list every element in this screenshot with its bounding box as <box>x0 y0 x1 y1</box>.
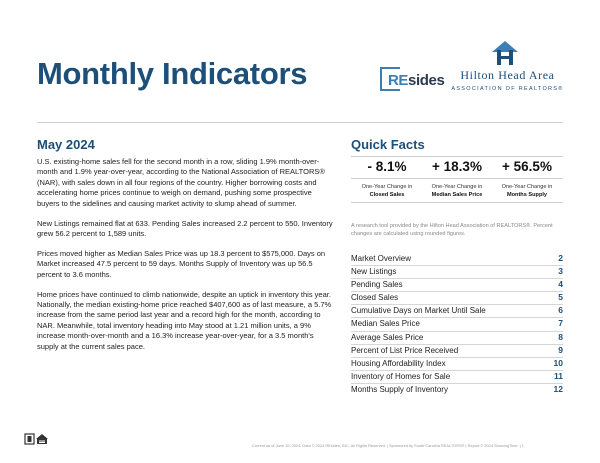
association-name: Hilton Head Area <box>460 68 555 82</box>
title-divider <box>37 122 563 123</box>
resides-wordmark: REsides <box>388 72 445 89</box>
realtor-equal-housing-icon <box>24 433 50 445</box>
toc-label: Closed Sales <box>351 293 399 303</box>
quick-facts-heading: Quick Facts <box>351 137 425 152</box>
toc-label: Median Sales Price <box>351 319 420 329</box>
stat-caption: One-Year Change in <box>361 184 413 190</box>
footer-logos <box>24 432 50 450</box>
toc-label: New Listings <box>351 267 397 277</box>
toc-label: Percent of List Price Received <box>351 345 459 355</box>
stat-value: - 8.1% <box>367 159 407 174</box>
toc-item-median-sales-price[interactable] <box>351 317 563 330</box>
house-h-icon <box>491 40 519 66</box>
toc-page-number: 6 <box>558 305 563 316</box>
stat-closed-sales <box>351 157 423 198</box>
toc-label: Market Overview <box>351 254 412 263</box>
toc-page-number: 10 <box>553 357 563 368</box>
toc-label: Housing Affordability Index <box>351 358 446 368</box>
toc-item-closed-sales[interactable] <box>351 291 563 304</box>
stat-metric: Closed Sales <box>369 192 405 198</box>
quick-facts-stats <box>351 157 563 204</box>
summary-paragraph: Home prices have continued to climb nationwide, despite an uptick in inventory this year. Nationally, the median existing-home price reached $407,600 as of last measure, a 5.7% increase from the same period last year and a record high for the month, according to NAR. Meanwhile, total inventory heading into May stood at 1.21 million units, a 9% increase month-over-month and a 16.3% increase year-over-year, for a 3.5 month's supply at the current sales pace. <box>37 289 332 351</box>
toc-page-number: 11 <box>554 370 563 381</box>
stat-value: + 56.5% <box>502 159 552 174</box>
toc-page-number: 8 <box>558 331 563 342</box>
association-logo <box>445 40 570 100</box>
toc-label: Months Supply of Inventory <box>351 384 448 394</box>
page-title: Monthly Indicators <box>37 56 308 91</box>
toc-label: Inventory of Homes for Sale <box>351 371 451 381</box>
toc-item-new-listings[interactable] <box>351 265 563 278</box>
toc-item-pending-sales[interactable] <box>351 278 563 291</box>
toc-label: Average Sales Price <box>351 332 424 342</box>
stat-caption: One-Year Change in <box>501 184 553 190</box>
stat-metric: Months Supply <box>506 192 548 198</box>
toc-item-days-on-market[interactable] <box>351 304 563 317</box>
toc-page-number: 9 <box>558 344 563 355</box>
toc-item-percent-of-list-price[interactable] <box>351 344 563 357</box>
stat-value: + 18.3% <box>432 159 482 174</box>
summary-paragraph: Prices moved higher as Median Sales Price was up 18.3 percent to $575,000. Days on Market increased 47.5 percent to 59 days. Months Supply of Inventory was up 56.5 percent to 3.6 months. <box>37 248 326 279</box>
toc-item-inventory[interactable] <box>351 370 563 383</box>
stat-months-supply <box>491 157 563 198</box>
toc-item-average-sales-price[interactable] <box>351 331 563 344</box>
table-of-contents <box>351 253 563 396</box>
stat-median-sales-price <box>421 157 493 198</box>
toc-page-number: 3 <box>558 266 563 277</box>
toc-item-market-overview[interactable] <box>351 253 563 265</box>
toc-page-number: 4 <box>558 279 563 290</box>
quick-facts-note: A research tool provided by the Hilton Head Association of REALTORS®. Percent changes are calculated using rounded figures. <box>351 223 553 237</box>
toc-page-number: 2 <box>558 253 563 263</box>
toc-label: Cumulative Days on Market Until Sale <box>351 306 486 316</box>
toc-label: Pending Sales <box>351 280 403 290</box>
toc-item-months-supply[interactable] <box>351 383 563 396</box>
summary-paragraph: U.S. existing-home sales fell for the second month in a row, sliding 1.9% month-over-month and 1.9% year-over-year, according to the National Association of REALTORS® (NAR), with sales down in all four regions of the country. Higher borrowing costs and accelerating home prices continue to weigh on demand, pushing some prospective buyers to the sidelines and causing market activity to slump ahead of summer. <box>37 157 325 208</box>
toc-page-number: 5 <box>558 292 563 303</box>
summary-paragraph: New Listings remained flat at 633. Pending Sales increased 2.2 percent to 550. Inventory grew 56.2 percent to 1,589 units. <box>37 218 333 238</box>
toc-item-affordability-index[interactable] <box>351 357 563 370</box>
association-subtitle: ASSOCIATION OF REALTORS® <box>451 86 564 92</box>
toc-page-number: 7 <box>558 318 563 329</box>
stat-metric: Median Sales Price <box>431 192 483 198</box>
market-summary <box>37 157 333 362</box>
report-month: May 2024 <box>37 137 95 152</box>
stat-caption: One-Year Change in <box>431 184 483 190</box>
toc-page-number: 12 <box>553 383 563 394</box>
footer-disclaimer: Current as of June 10, 2024. Data © 2024 REsides, INC. All Rights Reserved. | Sponsored by South Carolina REALTORS® | Report © 2024 ShowingTime. | 1 <box>252 443 524 448</box>
resides-logo <box>380 63 445 95</box>
